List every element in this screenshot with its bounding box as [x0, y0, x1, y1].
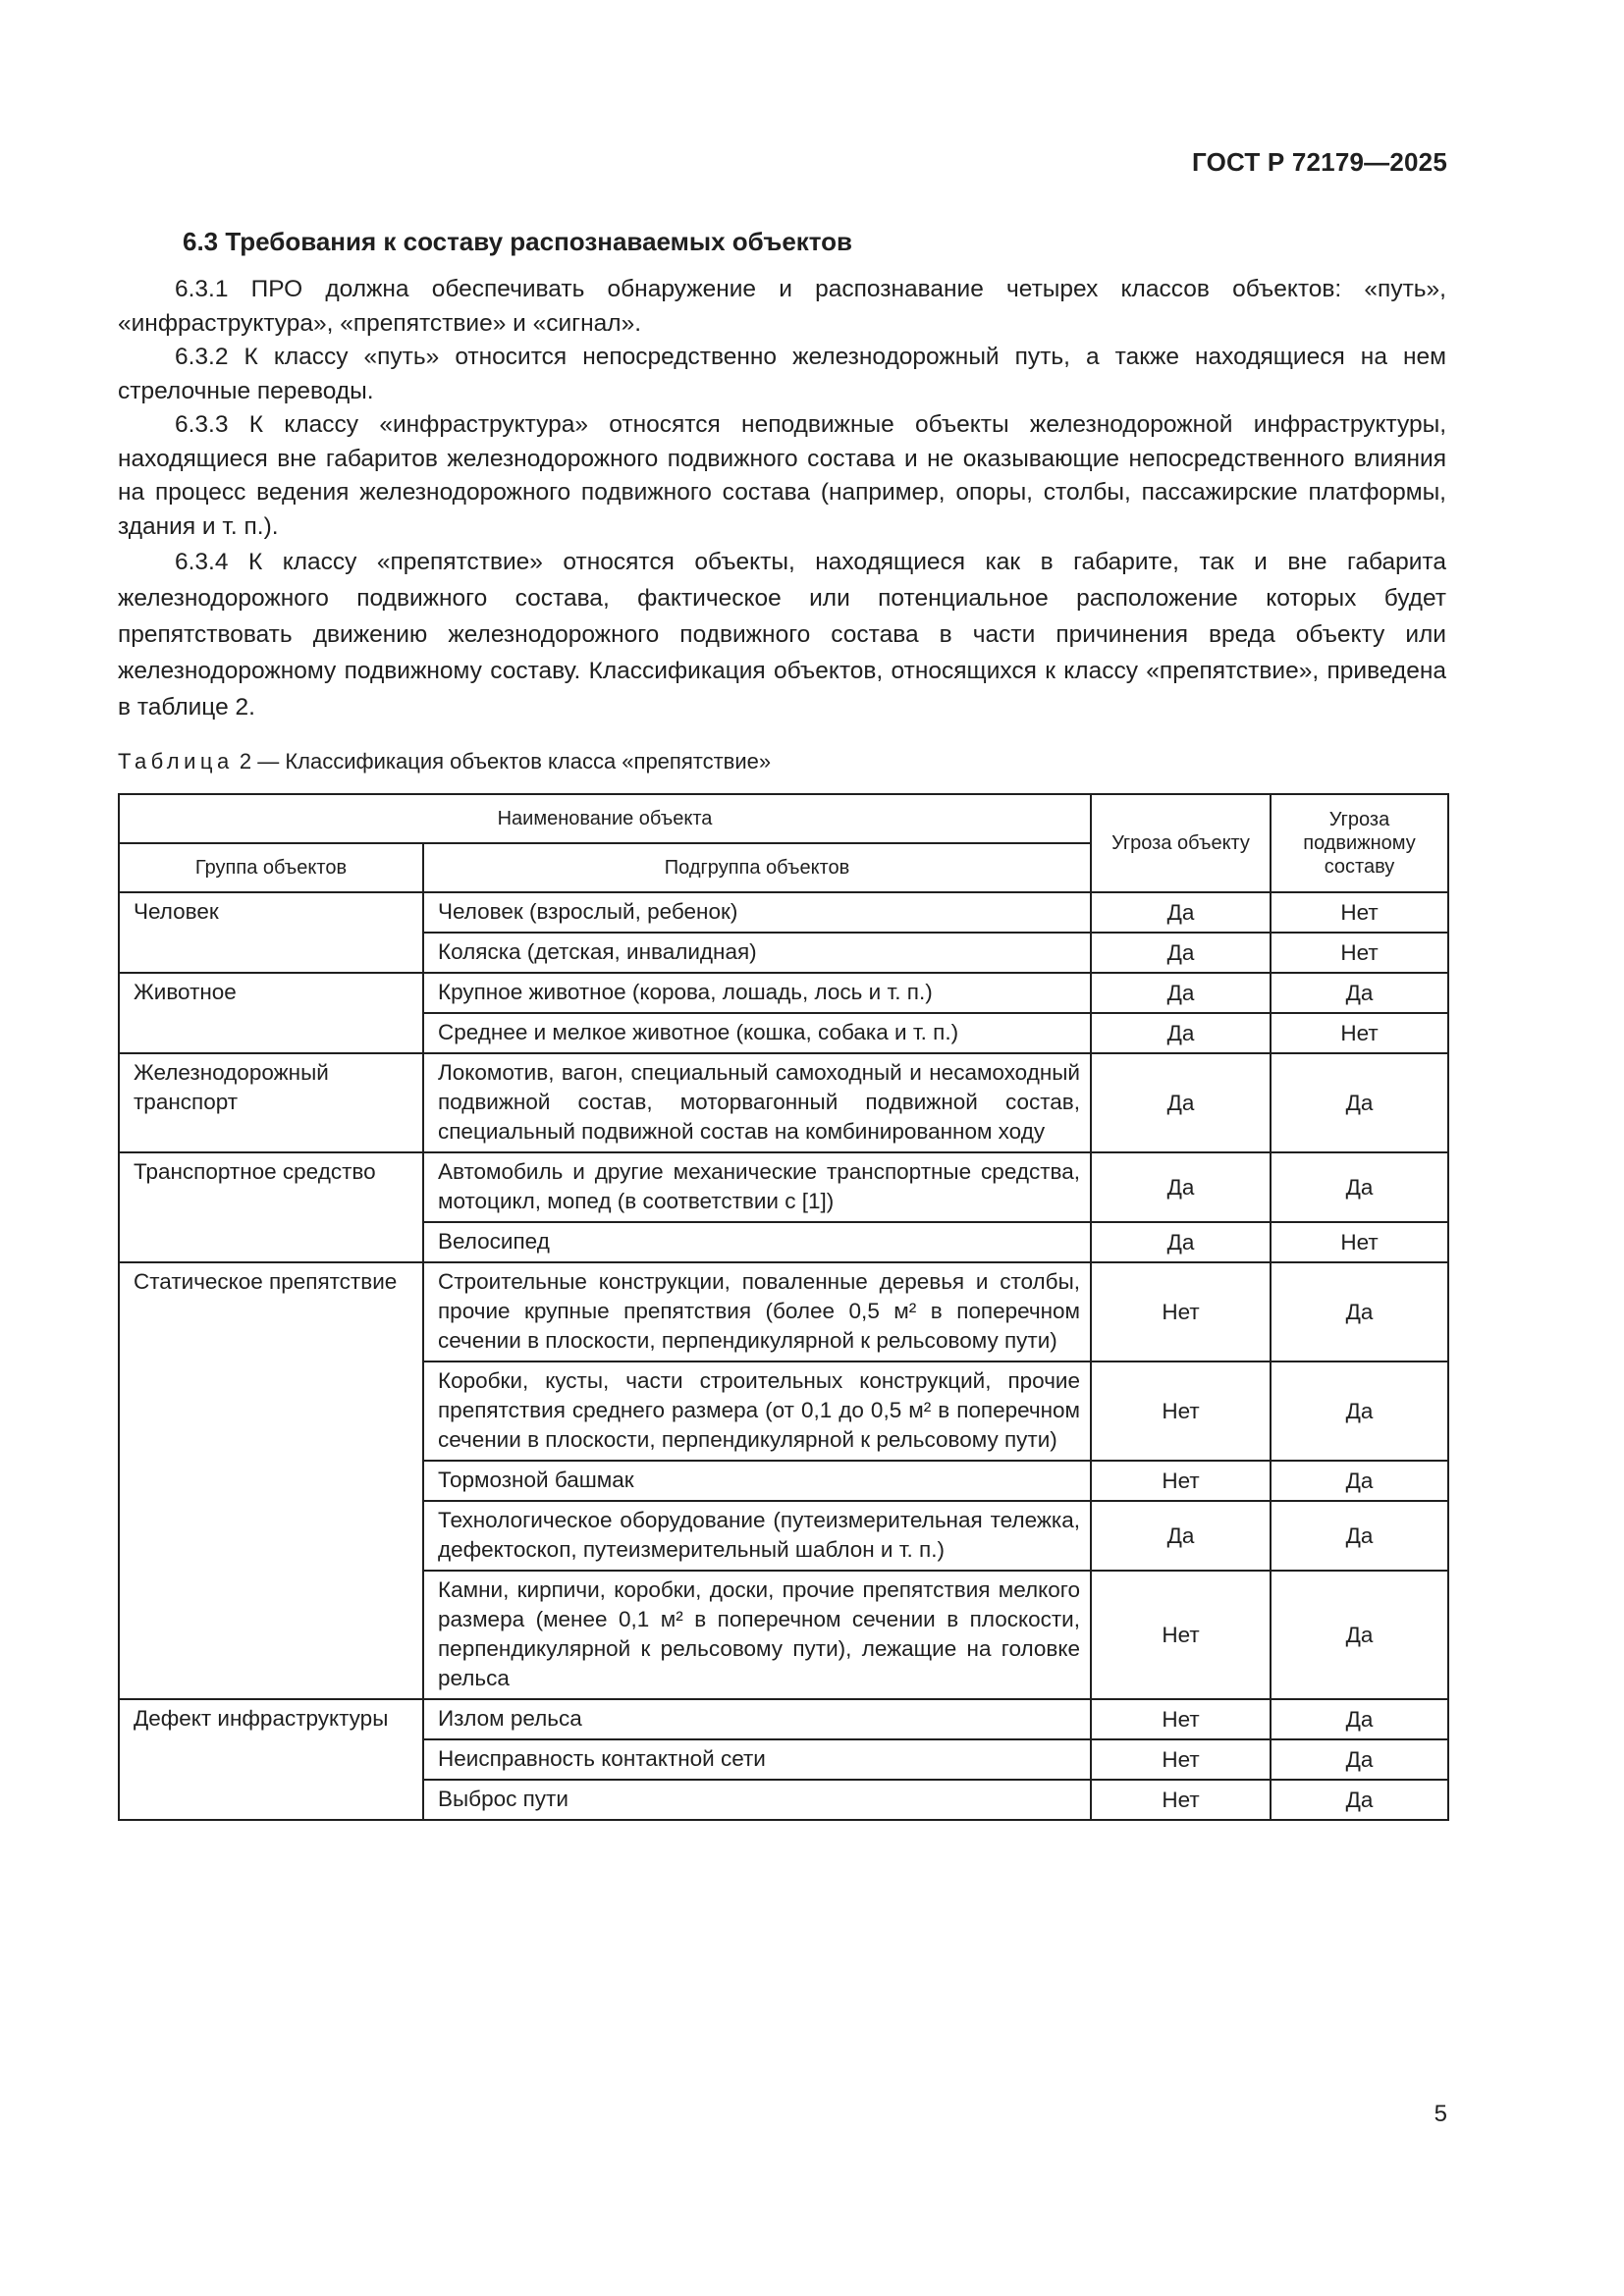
table-body — [119, 892, 1448, 1820]
threat-stock-cell: Да — [1271, 973, 1448, 1013]
threat-stock-cell: Да — [1271, 1053, 1448, 1152]
subgroup-cell: Технологическое оборудование (путеизмерительная тележка, дефектоскоп, путеизмерительный шаблон и т. п.) — [423, 1501, 1091, 1571]
threat-object-cell: Нет — [1091, 1461, 1271, 1501]
table-row — [119, 1152, 1448, 1222]
header-threat-object: Угроза объекту — [1091, 794, 1271, 892]
table-caption-title: 2 — Классификация объектов класса «препятствие» — [239, 749, 772, 774]
subgroup-cell: Крупное животное (корова, лошадь, лось и т. п.) — [423, 973, 1091, 1013]
group-cell: Железнодорожный транспорт — [119, 1053, 423, 1152]
threat-object-cell: Да — [1091, 892, 1271, 933]
subgroup-cell: Строительные конструкции, поваленные деревья и столбы, прочие крупные препятствия (более 0,5 м² в поперечном сечении в плоскости, перпендикулярной к рельсовому пути) — [423, 1262, 1091, 1362]
threat-object-cell: Да — [1091, 1053, 1271, 1152]
document-code: ГОСТ Р 72179—2025 — [1192, 147, 1447, 177]
subgroup-cell: Велосипед — [423, 1222, 1091, 1262]
classification-table — [118, 793, 1449, 1821]
threat-stock-cell: Да — [1271, 1152, 1448, 1222]
paragraph-6-3-4: 6.3.4 К классу «препятствие» относятся объекты, находящиеся как в габарите, так и вне габарита железнодорожного подвижного состава, фактическое или потенциальное расположение которых будет препятствовать движению железнодорожного подвижного состава в части причинения вреда объекту или железнодорожному подвижному составу. Классификация объектов, относящихся к классу «препятствие», приведена в таблице 2. — [118, 549, 1446, 721]
threat-stock-cell: Нет — [1271, 892, 1448, 933]
group-cell: Животное — [119, 973, 423, 1053]
subgroup-cell: Выброс пути — [423, 1780, 1091, 1820]
subgroup-cell: Среднее и мелкое животное (кошка, собака и т. п.) — [423, 1013, 1091, 1053]
page-number: 5 — [1434, 2101, 1447, 2127]
threat-object-cell: Нет — [1091, 1362, 1271, 1461]
header-subgroup: Подгруппа объектов — [423, 843, 1091, 892]
subgroup-cell: Коробки, кусты, части строительных конструкций, прочие препятствия среднего размера (от 0,1 до 0,5 м² в поперечном сечении в плоскости, перпендикулярной к рельсовому пути) — [423, 1362, 1091, 1461]
threat-stock-cell: Да — [1271, 1571, 1448, 1699]
threat-object-cell: Да — [1091, 1152, 1271, 1222]
header-group: Группа объектов — [119, 843, 423, 892]
group-cell: Статическое препятствие — [119, 1262, 423, 1699]
threat-stock-cell: Да — [1271, 1262, 1448, 1362]
table-row — [119, 1262, 1448, 1362]
group-cell: Транспортное средство — [119, 1152, 423, 1262]
subgroup-cell: Камни, кирпичи, коробки, доски, прочие препятствия мелкого размера (менее 0,1 м² в поперечном сечении в плоскости, перпендикулярной к рельсовому пути), лежащие на головке рельса — [423, 1571, 1091, 1699]
subgroup-cell: Неисправность контактной сети — [423, 1739, 1091, 1780]
group-cell: Дефект инфраструктуры — [119, 1699, 423, 1820]
subgroup-cell: Автомобиль и другие механические транспортные средства, мотоцикл, мопед (в соответствии с [1]) — [423, 1152, 1091, 1222]
threat-object-cell: Нет — [1091, 1262, 1271, 1362]
threat-stock-cell: Да — [1271, 1739, 1448, 1780]
section-title: 6.3 Требования к составу распознаваемых объектов — [183, 227, 853, 256]
threat-stock-cell: Да — [1271, 1362, 1448, 1461]
threat-stock-cell: Да — [1271, 1501, 1448, 1571]
threat-stock-cell: Нет — [1271, 1013, 1448, 1053]
threat-object-cell: Нет — [1091, 1739, 1271, 1780]
threat-object-cell: Да — [1091, 933, 1271, 973]
header-object-name: Наименование объекта — [119, 794, 1091, 843]
paragraph-6-3-1: 6.3.1 ПРО должна обеспечивать обнаружение и распознавание четырех классов объектов: «путь», «инфраструктура», «препятствие» и «сигнал». — [118, 276, 1446, 337]
table-row — [119, 973, 1448, 1013]
paragraph-6-3-2: 6.3.2 К классу «путь» относится непосредственно железнодорожный путь, а также находящиеся на нем стрелочные переводы. — [118, 344, 1446, 404]
subgroup-cell: Тормозной башмак — [423, 1461, 1091, 1501]
threat-stock-cell: Да — [1271, 1461, 1448, 1501]
threat-object-cell: Да — [1091, 973, 1271, 1013]
table-row — [119, 1053, 1448, 1152]
group-cell: Человек — [119, 892, 423, 973]
subgroup-cell: Локомотив, вагон, специальный самоходный и несамоходный подвижной состав, моторвагонный подвижной состав, специальный подвижной состав на комбинированном ходу — [423, 1053, 1091, 1152]
table-caption-word: Таблица — [118, 749, 234, 774]
subgroup-cell: Коляска (детская, инвалидная) — [423, 933, 1091, 973]
table-row — [119, 892, 1448, 933]
paragraph-6-3-3: 6.3.3 К классу «инфраструктура» относятся неподвижные объекты железнодорожной инфраструктуры, находящиеся вне габаритов железнодорожного подвижного состава и не оказывающие непосредственного влияния на процесс ведения железнодорожного подвижного состава (например, опоры, столбы, пассажирские платформы, здания и т. п.). — [118, 411, 1446, 540]
threat-stock-cell: Да — [1271, 1699, 1448, 1739]
page-content — [118, 224, 1446, 1821]
subgroup-cell: Человек (взрослый, ребенок) — [423, 892, 1091, 933]
threat-object-cell: Нет — [1091, 1780, 1271, 1820]
threat-stock-cell: Нет — [1271, 1222, 1448, 1262]
threat-object-cell: Да — [1091, 1013, 1271, 1053]
threat-object-cell: Нет — [1091, 1699, 1271, 1739]
threat-object-cell: Да — [1091, 1222, 1271, 1262]
threat-stock-cell: Да — [1271, 1780, 1448, 1820]
table-row — [119, 1699, 1448, 1739]
header-threat-stock: Угроза подвижному составу — [1271, 794, 1448, 892]
threat-stock-cell: Нет — [1271, 933, 1448, 973]
threat-object-cell: Нет — [1091, 1571, 1271, 1699]
subgroup-cell: Излом рельса — [423, 1699, 1091, 1739]
threat-object-cell: Да — [1091, 1501, 1271, 1571]
table-caption — [118, 747, 1446, 776]
